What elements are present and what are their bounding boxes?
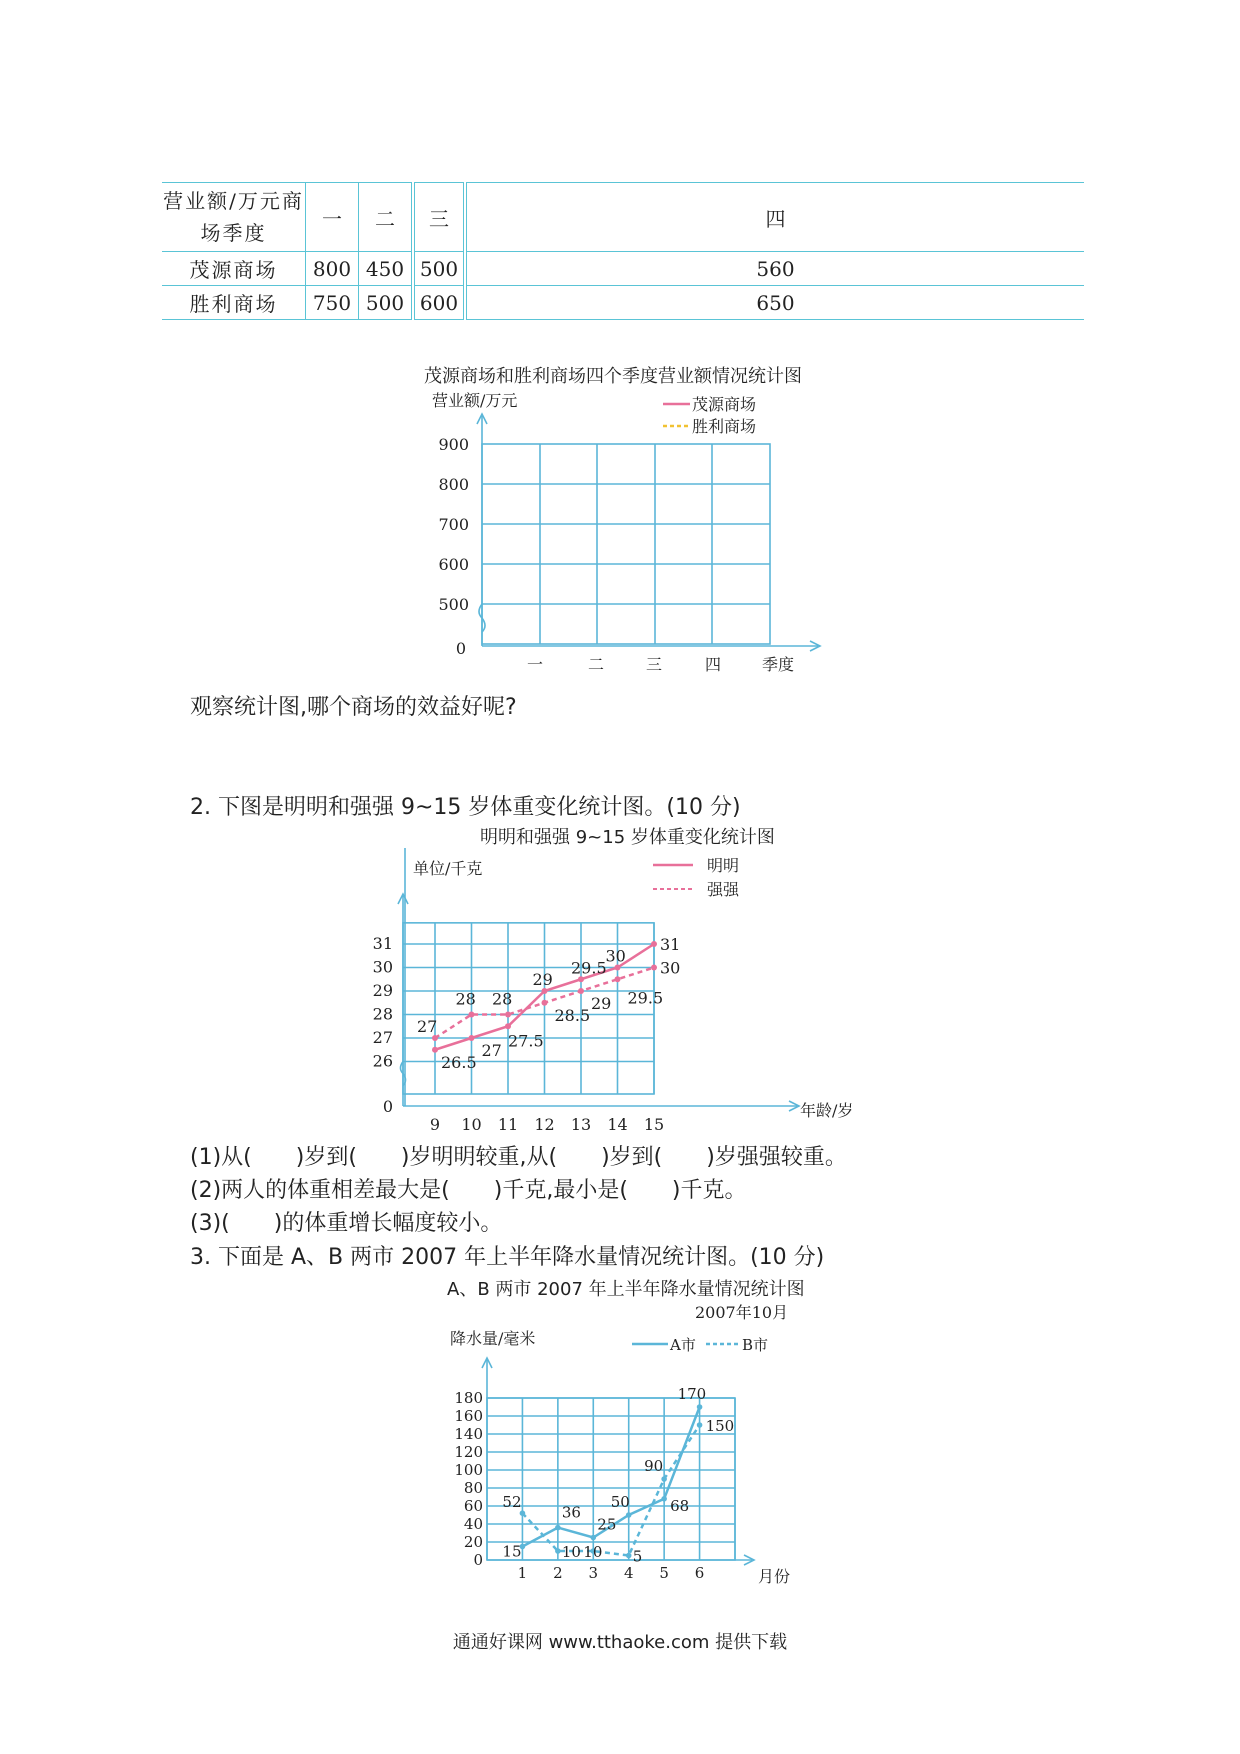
data-label: 36 — [561, 1503, 581, 1522]
table-cell: 750 — [306, 286, 359, 320]
data-point — [520, 1510, 526, 1516]
series-line-b — [522, 1425, 699, 1556]
data-point — [469, 1012, 475, 1018]
chart2-xtick: 12 — [534, 1115, 555, 1134]
data-point — [697, 1404, 703, 1410]
table-cell: 650 — [465, 286, 1084, 320]
chart3-ytick: 100 — [454, 1461, 483, 1479]
data-label: 29 — [532, 970, 553, 989]
table-cell: 500 — [413, 252, 465, 286]
chart1-ytick: 0 — [455, 639, 466, 658]
data-point — [651, 941, 657, 947]
chart2-xtick: 13 — [570, 1115, 592, 1134]
chart1-xtick: 三 — [645, 655, 663, 674]
data-label: 26.5 — [441, 1052, 477, 1072]
data-label: 10 — [583, 1543, 603, 1561]
chart3-xtick: 3 — [588, 1564, 599, 1582]
chart2-ytick: 31 — [372, 934, 393, 953]
data-point — [661, 1476, 667, 1482]
data-label: 150 — [705, 1417, 735, 1435]
data-label: 27 — [417, 1017, 438, 1036]
table-header-q1: 一 — [306, 183, 359, 252]
chart3-xtick: 2 — [553, 1564, 563, 1582]
table-cell: 800 — [306, 252, 359, 286]
chart1-ytick: 900 — [438, 435, 469, 454]
data-point — [542, 1000, 548, 1006]
chart3-title: A、B 两市 2007 年上半年降水量情况统计图 — [447, 1279, 805, 1300]
data-point — [615, 976, 621, 982]
chart1-ytick: 700 — [438, 515, 469, 534]
q2-heading: 2. 下图是明明和强强 9~15 岁体重变化统计图。(10 分) — [190, 795, 741, 820]
chart3-ytick: 0 — [473, 1551, 483, 1569]
table-cell: 560 — [465, 252, 1084, 286]
chart2-ytick: 29 — [372, 981, 393, 1000]
chart1-ytick: 600 — [438, 555, 469, 574]
chart3-xtick: 4 — [623, 1564, 634, 1582]
chart2-ytick: 28 — [372, 1004, 393, 1024]
data-label: 29.5 — [627, 988, 664, 1008]
chart2-xlabel: 年龄/岁 — [800, 1101, 854, 1120]
chart2-xtick: 10 — [461, 1115, 482, 1134]
sales-table — [162, 182, 1084, 320]
chart1-ytick: 500 — [438, 595, 469, 614]
chart2-title: 明明和强强 9~15 岁体重变化统计图 — [480, 827, 775, 848]
data-point — [555, 1548, 561, 1554]
chart2-ylabel: 单位/千克 — [413, 859, 483, 878]
data-point — [697, 1422, 703, 1428]
chart2-ytick: 0 — [382, 1097, 393, 1116]
data-label: 29.5 — [571, 958, 607, 978]
chart2-xtick: 15 — [643, 1115, 665, 1134]
chart3-xtick: 6 — [694, 1564, 705, 1582]
chart3-rainfall — [440, 1300, 820, 1600]
chart2-xtick: 14 — [607, 1115, 628, 1134]
data-label: 170 — [677, 1385, 707, 1403]
data-label: 28 — [492, 989, 513, 1009]
data-point — [626, 1512, 632, 1518]
chart2-ytick: 26 — [372, 1051, 393, 1071]
data-label: 10 — [561, 1543, 581, 1561]
footer-source: 通通好课网 www.tthaoke.com 提供下载 — [452, 1632, 788, 1653]
chart2-xtick: 9 — [429, 1115, 441, 1134]
data-label: 31 — [660, 935, 681, 954]
chart3-xtick: 5 — [659, 1564, 669, 1582]
chart1-xtick: 四 — [704, 655, 722, 674]
table-header-q3: 三 — [413, 183, 465, 252]
chart1-xtick: 二 — [587, 655, 605, 674]
data-label: 30 — [660, 958, 681, 978]
q1-prompt: 观察统计图,哪个商场的效益好呢? — [190, 695, 517, 720]
data-label: 15 — [502, 1542, 522, 1561]
chart3-ytick: 80 — [463, 1479, 483, 1497]
chart1-xlabel: 季度 — [761, 655, 795, 674]
chart3-xlabel: 月份 — [758, 1567, 791, 1586]
data-label: 25 — [597, 1515, 617, 1534]
data-label: 27.5 — [508, 1031, 544, 1051]
table-cell: 450 — [359, 252, 414, 286]
chart3-legend-a: A市 — [670, 1336, 696, 1354]
chart3-ytick: 60 — [463, 1497, 483, 1515]
chart2-xtick: 11 — [497, 1115, 519, 1134]
data-label: 27 — [481, 1041, 502, 1060]
chart2-weight — [372, 848, 854, 1134]
chart2-legend-qiangqiang: 强强 — [707, 880, 740, 899]
chart1-ytick: 800 — [438, 475, 469, 494]
table-header-corner: 营业额/万元商场季度 — [162, 183, 306, 252]
data-point — [590, 1535, 596, 1541]
table-cell: 500 — [359, 286, 414, 320]
chart1-legend-item: 胜利商场 — [692, 417, 757, 436]
table-row-label: 茂源商场 — [162, 252, 306, 286]
data-label: 28 — [455, 989, 476, 1009]
chart3-legend-b: B市 — [742, 1336, 769, 1354]
table-row-label: 胜利商场 — [162, 286, 306, 320]
chart3-ylabel: 降水量/毫米 — [450, 1329, 536, 1348]
table-header-q4: 四 — [465, 183, 1084, 252]
chart2-ytick: 27 — [372, 1028, 393, 1047]
data-label: 50 — [610, 1493, 630, 1511]
chart3-ytick: 140 — [454, 1425, 483, 1443]
data-point — [505, 1023, 511, 1029]
data-label: 29 — [591, 994, 612, 1013]
data-label: 28.5 — [554, 1005, 591, 1025]
table-header-q2: 二 — [359, 183, 414, 252]
data-label: 90 — [644, 1457, 664, 1475]
data-point — [432, 1047, 438, 1053]
chart3-ytick: 40 — [463, 1515, 483, 1533]
q2-line1: (1)从( )岁到( )岁明明较重,从( )岁到( )岁强强较重。 — [190, 1145, 847, 1170]
data-label: 30 — [605, 946, 626, 966]
chart3-subtitle: 2007年10月 — [695, 1303, 789, 1322]
data-point — [469, 1035, 475, 1041]
chart3-xtick: 1 — [517, 1564, 528, 1582]
q3-heading: 3. 下面是 A、B 两市 2007 年上半年降水量情况统计图。(10 分) — [190, 1245, 825, 1270]
table-cell: 600 — [413, 286, 465, 320]
data-point — [626, 1553, 632, 1559]
data-point — [651, 965, 657, 971]
data-point — [578, 988, 584, 994]
q2-line2: (2)两人的体重相差最大是( )千克,最小是( )千克。 — [190, 1178, 747, 1203]
q2-line3: (3)( )的体重增长幅度较小。 — [190, 1211, 503, 1236]
chart3-ytick: 120 — [454, 1443, 483, 1461]
data-point — [505, 1012, 511, 1018]
chart3-ytick: 160 — [454, 1407, 483, 1425]
data-point — [661, 1496, 667, 1502]
chart1-legend-item: 茂源商场 — [692, 395, 757, 414]
chart2-ytick: 30 — [372, 957, 393, 977]
chart3-ytick: 180 — [454, 1389, 483, 1407]
data-label: 5 — [632, 1547, 643, 1566]
data-point — [555, 1525, 561, 1531]
chart2-legend-mingming: 明明 — [707, 856, 740, 875]
chart3-ytick: 20 — [463, 1533, 483, 1551]
chart1-title: 茂源商场和胜利商场四个季度营业额情况统计图 — [424, 366, 802, 387]
data-label: 52 — [502, 1493, 522, 1512]
data-label: 68 — [670, 1496, 690, 1515]
chart1-ylabel: 营业额/万元 — [432, 391, 518, 410]
chart1-grid — [420, 388, 840, 678]
chart1-xtick: 一 — [526, 655, 544, 674]
